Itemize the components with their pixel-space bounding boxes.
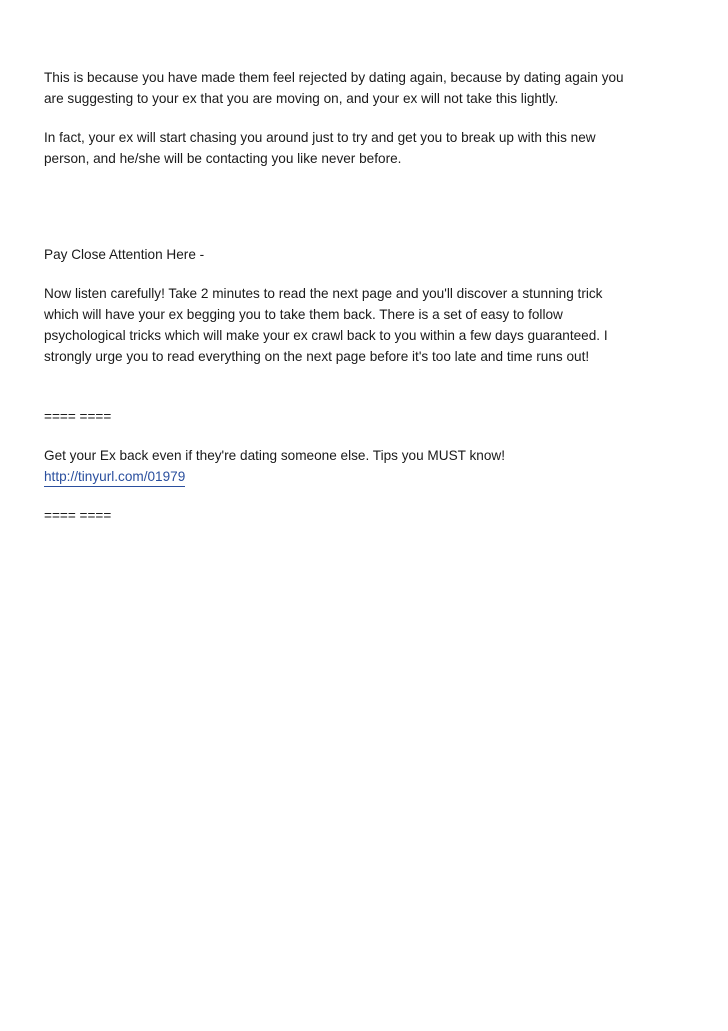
- spacer: [44, 487, 684, 505]
- separator-bottom: ==== ====: [44, 508, 112, 523]
- spacer: [44, 367, 684, 406]
- spacer: [44, 265, 684, 283]
- spacer: [44, 109, 684, 127]
- document-body: [44, 67, 684, 526]
- promo-link-line: [44, 466, 684, 487]
- paragraph-rejection: This is because you have made them feel rejected by dating again, because by dating again you are suggesting to your ex that you are moving on, and your ex will not take this lightly.: [44, 70, 624, 106]
- spacer: [44, 169, 684, 208]
- promo-link[interactable]: http://tinyurl.com/01979: [44, 468, 185, 487]
- spacer: [44, 427, 684, 445]
- spacer: [44, 208, 684, 244]
- paragraph-chasing: In fact, your ex will start chasing you around just to try and get you to break up with this new person, and he/she will be contacting you like never before.: [44, 130, 596, 166]
- attention-heading: Pay Close Attention Here -: [44, 247, 205, 262]
- paragraph-listen: Now listen carefully! Take 2 minutes to read the next page and you'll discover a stunning trick which will have your ex begging you to take them back. There is a set of easy to follow psychological tricks which will make your ex crawl back to you within a few days guaranteed. I strongly urge you to read everything on the next page before it's too late and time runs out!: [44, 286, 608, 364]
- promo-text: Get your Ex back even if they're dating someone else. Tips you MUST know!: [44, 448, 505, 463]
- separator-top: ==== ====: [44, 409, 112, 424]
